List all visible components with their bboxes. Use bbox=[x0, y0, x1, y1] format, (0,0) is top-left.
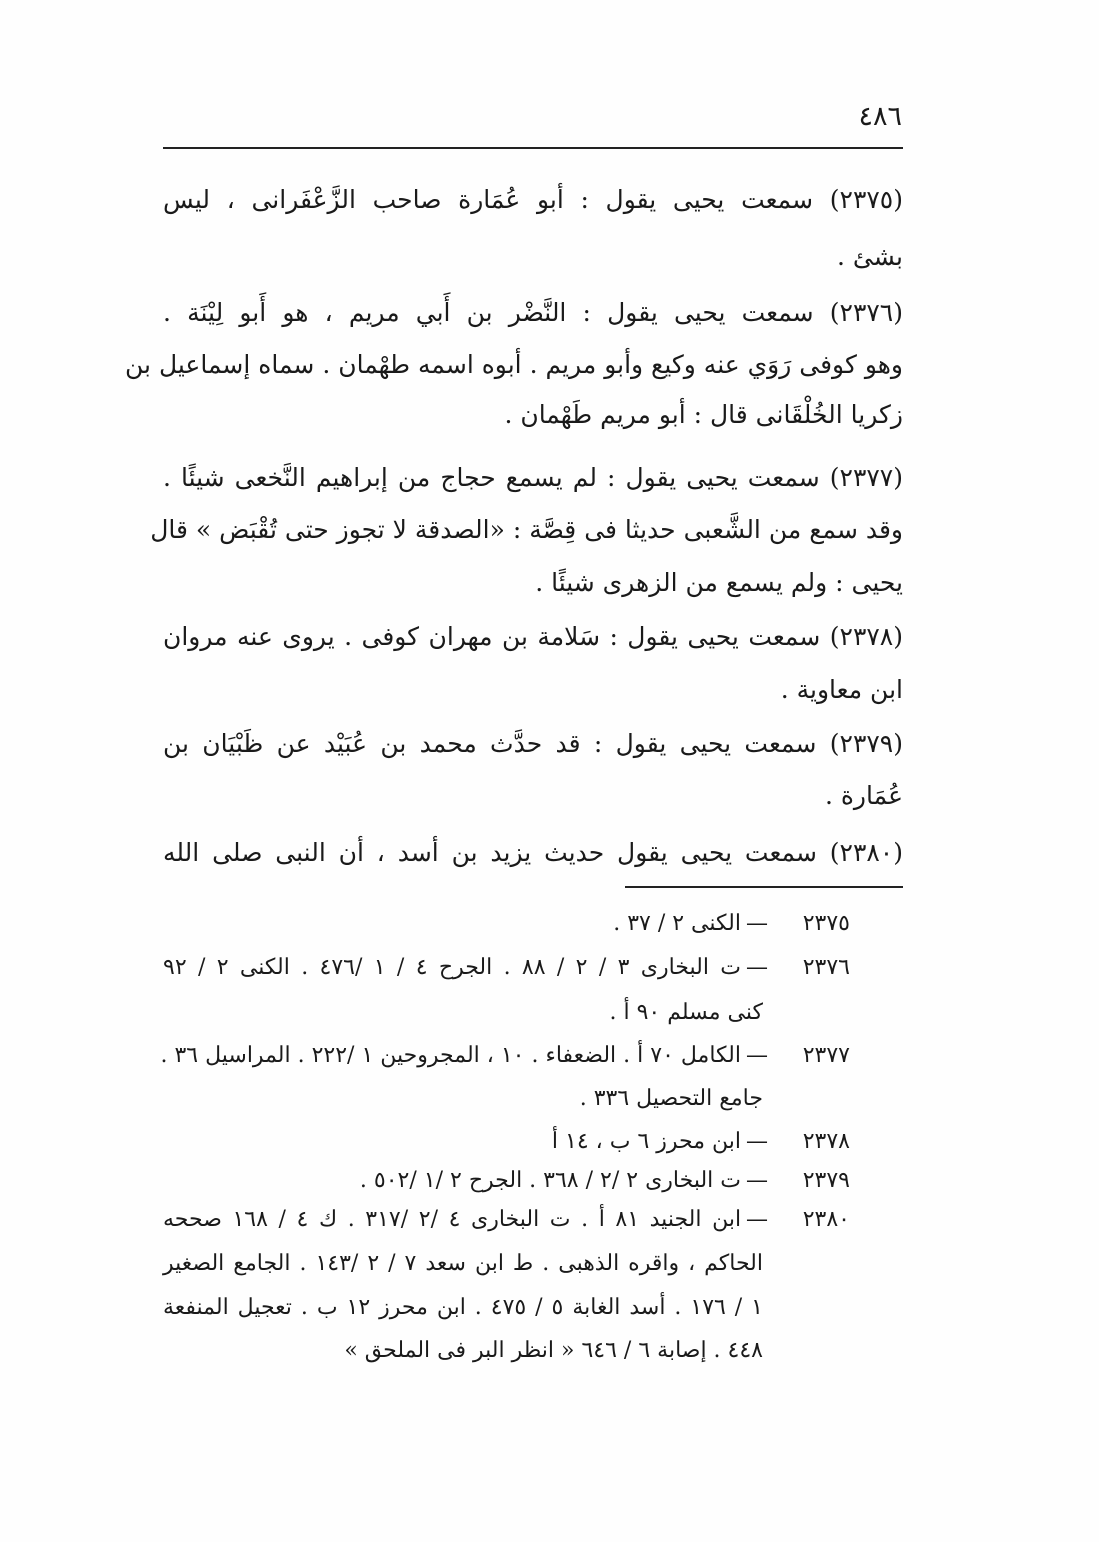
entry-2379-line-1: (٢٣٧٩) سمعت يحيى يقول : قد حدَّث محمد بن عُبَيْد عن ظَبْيَان بن bbox=[163, 729, 903, 758]
footnote-2377-continuation: جامع التحصيل ٣٣٦ . bbox=[579, 1086, 763, 1111]
footnote-rule bbox=[625, 886, 903, 888]
entry-2377-line-1: (٢٣٧٧) سمعت يحيى يقول : لم يسمع حجاج من إبراهيم النَّخعى شيئًا . bbox=[163, 463, 903, 492]
entry-2376-line-1: (٢٣٧٦) سمعت يحيى يقول : النَّضْر بن أَبي مريم ، هو أَبو لِيْنَة . bbox=[163, 298, 903, 327]
entry-2380-line-1: (٢٣٨٠) سمعت يحيى يقول حديث يزيد بن أسد ، أن النبى صلى الله bbox=[163, 838, 903, 867]
footnote-dash: — bbox=[746, 911, 768, 936]
footnote-dash: — bbox=[746, 1043, 768, 1068]
entry-2379-line-2: عُمَارة . bbox=[824, 781, 903, 810]
footnote-number: ٢٣٧٦ bbox=[802, 955, 850, 980]
footnote-number: ٢٣٧٧ bbox=[802, 1043, 850, 1068]
header-rule bbox=[163, 147, 903, 149]
entry-2378-line-1: (٢٣٧٨) سمعت يحيى يقول : سَلامة بن مهران كوفى . يروى عنه مروان bbox=[163, 622, 903, 651]
footnote-2376-continuation: كنى مسلم ٩٠ أ . bbox=[609, 1000, 763, 1025]
footnote-dash: — bbox=[746, 1129, 768, 1154]
footnote-2379-text: ت البخارى ٢ /٢ / ٣٦٨ . الجرح ٢ /١ /٥٠٢ . bbox=[359, 1168, 741, 1193]
page-number: ٤٨٦ bbox=[858, 101, 902, 132]
footnote-2375-text: الكنى ٢ / ٣٧ . bbox=[613, 911, 741, 936]
footnote-number: ٢٣٧٩ bbox=[802, 1168, 850, 1193]
entry-2375-line-2: بشئ . bbox=[837, 242, 903, 271]
footnote-dash: — bbox=[746, 1168, 768, 1193]
entry-2377-line-3: يحيى : ولم يسمع من الزهرى شيئًا . bbox=[535, 568, 903, 597]
footnote-number: ٢٣٨٠ bbox=[802, 1207, 850, 1232]
footnote-2380-continuation: ٤٤٨ . إصابة ٦ / ٦٤٦ « انظر البر فى الملحق » bbox=[344, 1338, 763, 1363]
footnote-2377-text: الكامل ٧٠ أ . الضعفاء . ١٠ ، المجروحين ١ /٢٢٢ . المراسيل ٣٦ . bbox=[160, 1043, 741, 1068]
footnote-2380-text: ابن الجنيد ٨١ أ . ت البخارى ٤ /٢ /٣١٧ . ك ٤ / ١٦٨ صححه bbox=[163, 1207, 742, 1232]
entry-2376-line-3: زكريا الخُلْقَانى قال : أبو مريم طَهْمان . bbox=[504, 400, 903, 429]
footnote-number: ٢٣٧٥ bbox=[802, 911, 850, 936]
footnote-2380-continuation: ١ / ١٧٦ . أسد الغابة ٥ / ٤٧٥ . ابن محرز ١٢ ب . تعجيل المنفعة bbox=[163, 1295, 763, 1320]
footnote-2376-text: ت البخارى ٣ / ٢ / ٨٨ . الجرح ٤ / ١ /٤٧٦ . الكنى ٢ / ٩٢ bbox=[163, 955, 742, 980]
entry-2376-line-2: وهو كوفى رَوَي عنه وكيع وأبو مريم . أبوه اسمه طهْمان . سماه إسماعيل بن bbox=[125, 350, 903, 379]
footnote-2380-continuation: الحاكم ، واقره الذهبى . ط ابن سعد ٧ / ٢ /١٤٣ . الجامع الصغير bbox=[163, 1251, 763, 1276]
footnote-dash: — bbox=[746, 955, 768, 980]
footnote-2378-text: ابن محرز ٦ ب ، ١٤ أ bbox=[551, 1129, 741, 1154]
entry-2375-line-1: (٢٣٧٥) سمعت يحيى يقول : أبو عُمَارة صاحب الزَّعْفَرانى ، ليس bbox=[163, 185, 903, 214]
footnote-number: ٢٣٧٨ bbox=[802, 1129, 850, 1154]
entry-2378-line-2: ابن معاوية . bbox=[780, 675, 903, 704]
footnote-dash: — bbox=[746, 1207, 768, 1232]
entry-2377-line-2: وقد سمع من الشَّعبى حديثا فى قِصَّة : «الصدقة لا تجوز حتى تُقْبَض » قال bbox=[150, 515, 903, 544]
